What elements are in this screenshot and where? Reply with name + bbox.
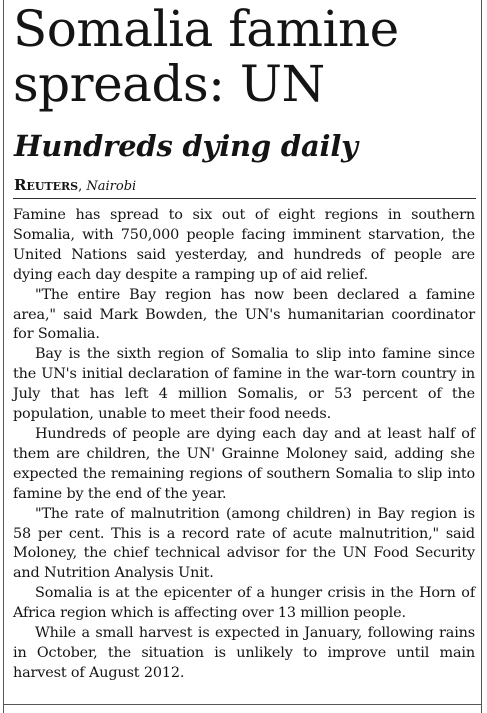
article-paragraph: Famine has spread to six out of eight regions in southern Somalia, with 750,000 people facing imminent starvation, the United Nations said yesterday, and hundreds of people are dying each day despite a ramping up of aid relief. bbox=[13, 207, 475, 283]
byline: Reuters, Nairobi bbox=[14, 176, 137, 194]
column-rule-left bbox=[3, 0, 4, 713]
article-paragraph: "The rate of malnutrition (among children) in Bay region is 58 per cent. This is a record rate of acute malnutrition," said Moloney, the chief technical advisor for the UN Food Security and Nutrition Analysis Unit. bbox=[13, 505, 475, 582]
column-rule-right bbox=[481, 0, 482, 713]
headline: Somalia famine spreads: UN bbox=[13, 0, 399, 113]
article-paragraph: Hundreds of people are dying each day and at least half of them are children, the UN' Grainne Moloney said, adding she expected the remaining regions of southern Somalia to slip into famine by the end of the year. bbox=[13, 425, 475, 502]
byline-dateline: Nairobi bbox=[86, 179, 137, 194]
byline-agency: Reuters bbox=[14, 176, 79, 194]
byline-divider bbox=[13, 198, 476, 199]
subheadline: Hundreds dying daily bbox=[14, 129, 358, 163]
article-paragraph: Somalia is at the epicenter of a hunger crisis in the Horn of Africa region which is affecting over 13 million people. bbox=[13, 585, 475, 622]
article-paragraph: While a small harvest is expected in January, following rains in October, the situation is unlikely to improve until main harvest of August 2012. bbox=[13, 625, 475, 681]
column-rule-bottom bbox=[3, 704, 482, 705]
article-paragraph: "The entire Bay region has now been declared a famine area," said Mark Bowden, the UN's humanitarian coordinator for Somalia. bbox=[13, 286, 475, 343]
article-paragraph: Bay is the sixth region of Somalia to slip into famine since the UN's initial declaration of famine in the war-torn country in July that has left 4 million Somalis, or 53 percent of the population, unable to meet their food needs. bbox=[13, 346, 475, 423]
article-body bbox=[13, 206, 475, 684]
